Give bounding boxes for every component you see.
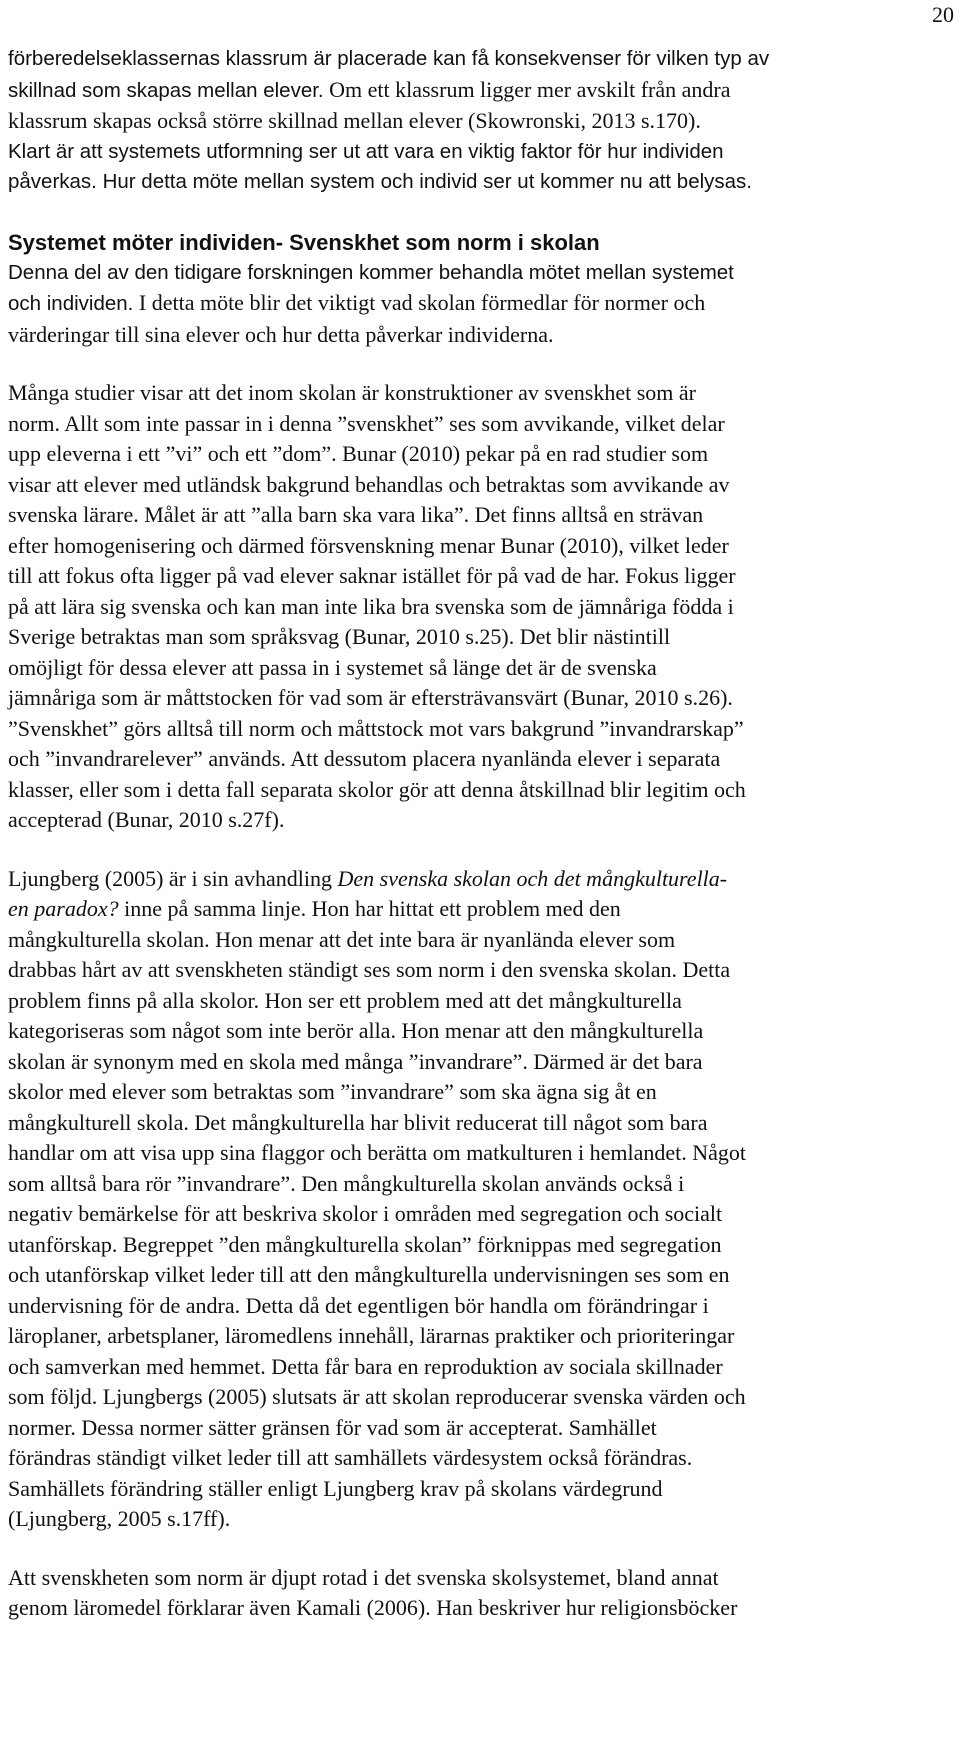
text-line: och samverkan med hemmet. Detta får bara en reproduktion av sociala skillnader bbox=[8, 1353, 723, 1379]
book-title: Den svenska skolan och det mångkulturella- bbox=[337, 865, 728, 891]
text-line: Klart är att systemets utformning ser ut att vara en viktig faktor för hur individen bbox=[8, 139, 724, 163]
text-line: accepterad (Bunar, 2010 s.27f). bbox=[8, 807, 285, 832]
text-line: Att svenskheten som norm är djupt rotad i det svenska skolsystemet, bland annat bbox=[8, 1564, 719, 1590]
text-line: Många studier visar att det inom skolan är konstruktioner av svenskhet som är bbox=[8, 380, 696, 405]
text-line: och ”invandrarelever” används. Att dessutom placera nyanlända elever i separata bbox=[8, 746, 721, 771]
page-number: 20 bbox=[932, 2, 954, 27]
section-paragraph-1 bbox=[8, 258, 956, 351]
text-line bbox=[8, 894, 956, 925]
text-run: inne på samma linje. Hon har hittat ett problem med den bbox=[118, 896, 621, 921]
text-run: Ljungberg (2005) är i sin avhandling bbox=[8, 865, 338, 891]
text-line: läroplaner, arbetsplaner, läromedlens innehåll, lärarnas praktiker och prioriteringar bbox=[8, 1323, 735, 1348]
text-line: mångkulturell skola. Det mångkulturella har blivit reducerat till något som bara bbox=[8, 1109, 708, 1135]
text-line: klassrum skapas också större skillnad mellan elever (Skowronski, 2013 s.170). bbox=[8, 108, 701, 133]
text-run: Om ett klassrum ligger mer avskilt från andra bbox=[329, 76, 731, 102]
text-line: norm. Allt som inte passar in i denna ”svenskhet” ses som avvikande, vilket delar bbox=[8, 410, 725, 436]
text-line: skolor med elever som betraktas som ”invandrare” som ska ägna sig åt en bbox=[8, 1079, 657, 1104]
text-line: som alltså bara rör ”invandrare”. Den mångkulturella skolan används också i bbox=[8, 1170, 685, 1196]
text-line: svenska lärare. Målet är att ”alla barn ska vara lika”. Det finns alltså en strävan bbox=[8, 502, 704, 527]
text-line: mångkulturella skolan. Hon menar att det inte bara är nyanlända elever som bbox=[8, 926, 676, 952]
text-line: jämnåriga som är måttstocken för vad som är eftersträvansvärt (Bunar, 2010 s.26). bbox=[8, 685, 733, 710]
text-line: upp eleverna i ett ”vi” och ett ”dom”. Bunar (2010) pekar på en rad studier som bbox=[8, 441, 709, 466]
text-line bbox=[8, 75, 956, 107]
text-line: visar att elever med utländsk bakgrund behandlas och betraktas som avvikande av bbox=[8, 471, 730, 497]
text-line: förändras ständigt vilket leder till att samhällets värdesystem också förändras. bbox=[8, 1445, 693, 1470]
page-content bbox=[8, 44, 956, 1624]
text-line: problem finns på alla skolor. Hon ser ett problem med att det mångkulturella bbox=[8, 987, 682, 1013]
section-paragraph-2 bbox=[8, 378, 956, 836]
text-line: klasser, eller som i detta fall separata skolor gör att denna åtskillnad blir legitim och bbox=[8, 776, 746, 802]
text-line: negativ bemärkelse för att beskriva skolor i områden med segregation och socialt bbox=[8, 1201, 723, 1226]
text-line: Denna del av den tidigare forskningen kommer behandla mötet mellan systemet bbox=[8, 260, 734, 284]
text-line: handlar om att visa upp sina flaggor och berätta om matkulturen i hemlandet. Något bbox=[8, 1140, 747, 1165]
section-paragraph-4 bbox=[8, 1563, 956, 1624]
text-line: på att lära sig svenska och kan man inte lika bra svenska som de jämnåriga födda i bbox=[8, 593, 734, 619]
text-line: (Ljungberg, 2005 s.17ff). bbox=[8, 1506, 231, 1531]
text-line: till att fokus ofta ligger på vad elever saknar istället för på vad de har. Fokus ligger bbox=[8, 563, 736, 588]
text-line: normer. Dessa normer sätter gränsen för vad som är accepterat. Samhället bbox=[8, 1414, 657, 1440]
intro-paragraph bbox=[8, 44, 956, 198]
text-run: och individen. bbox=[8, 292, 134, 315]
text-line: och utanförskap vilket leder till att den mångkulturella undervisningen ses som en bbox=[8, 1262, 730, 1287]
text-line: omöjligt för dessa elever att passa in i systemet så länge det är de svenska bbox=[8, 654, 657, 680]
text-line: som följd. Ljungbergs (2005) slutsats är att skolan reproducerar svenska värden och bbox=[8, 1384, 746, 1409]
text-line: genom läromedel förklarar även Kamali (2006). Han beskriver hur religionsböcker bbox=[8, 1595, 738, 1620]
section-heading: Systemet möter individen- Svenskhet som norm i skolan bbox=[8, 229, 600, 255]
text-line: drabbas hårt av att svenskheten ständigt ses som norm i den svenska skolan. Detta bbox=[8, 957, 731, 982]
text-line: utanförskap. Begreppet ”den mångkulturella skolan” förknippas med segregation bbox=[8, 1231, 722, 1257]
text-line: påverkas. Hur detta möte mellan system och individ ser ut kommer nu att belysas. bbox=[8, 170, 753, 193]
text-run: I detta möte blir det viktigt vad skolan förmedlar för normer och bbox=[133, 290, 706, 315]
text-line: efter homogenisering och därmed försvenskning menar Bunar (2010), vilket leder bbox=[8, 532, 729, 558]
text-line: ”Svenskhet” görs alltså till norm och måttstock mot vars bakgrund ”invandrarskap” bbox=[8, 715, 744, 741]
text-line: Sverige betraktas man som språksvag (Bunar, 2010 s.25). Det blir nästintill bbox=[8, 624, 671, 649]
text-line bbox=[8, 864, 956, 895]
text-line: Samhällets förändring ställer enligt Ljungberg krav på skolans värdegrund bbox=[8, 1475, 663, 1501]
text-line bbox=[8, 288, 956, 320]
text-line: skolan är synonym med en skola med många ”invandrare”. Därmed är det bara bbox=[8, 1048, 703, 1074]
book-title: en paradox? bbox=[8, 896, 119, 921]
text-line: undervisning för de andra. Detta då det egentligen bör handla om förändringar i bbox=[8, 1292, 709, 1318]
text-line: förberedelseklassernas klassrum är placerade kan få konsekvenser för vilken typ av bbox=[8, 47, 770, 70]
text-line: värderingar till sina elever och hur detta påverkar individerna. bbox=[8, 321, 554, 347]
section-paragraph-3 bbox=[8, 864, 956, 1535]
text-run: skillnad som skapas mellan elever. bbox=[8, 78, 324, 102]
text-line: kategoriseras som något som inte berör alla. Hon menar att den mångkulturella bbox=[8, 1018, 704, 1043]
